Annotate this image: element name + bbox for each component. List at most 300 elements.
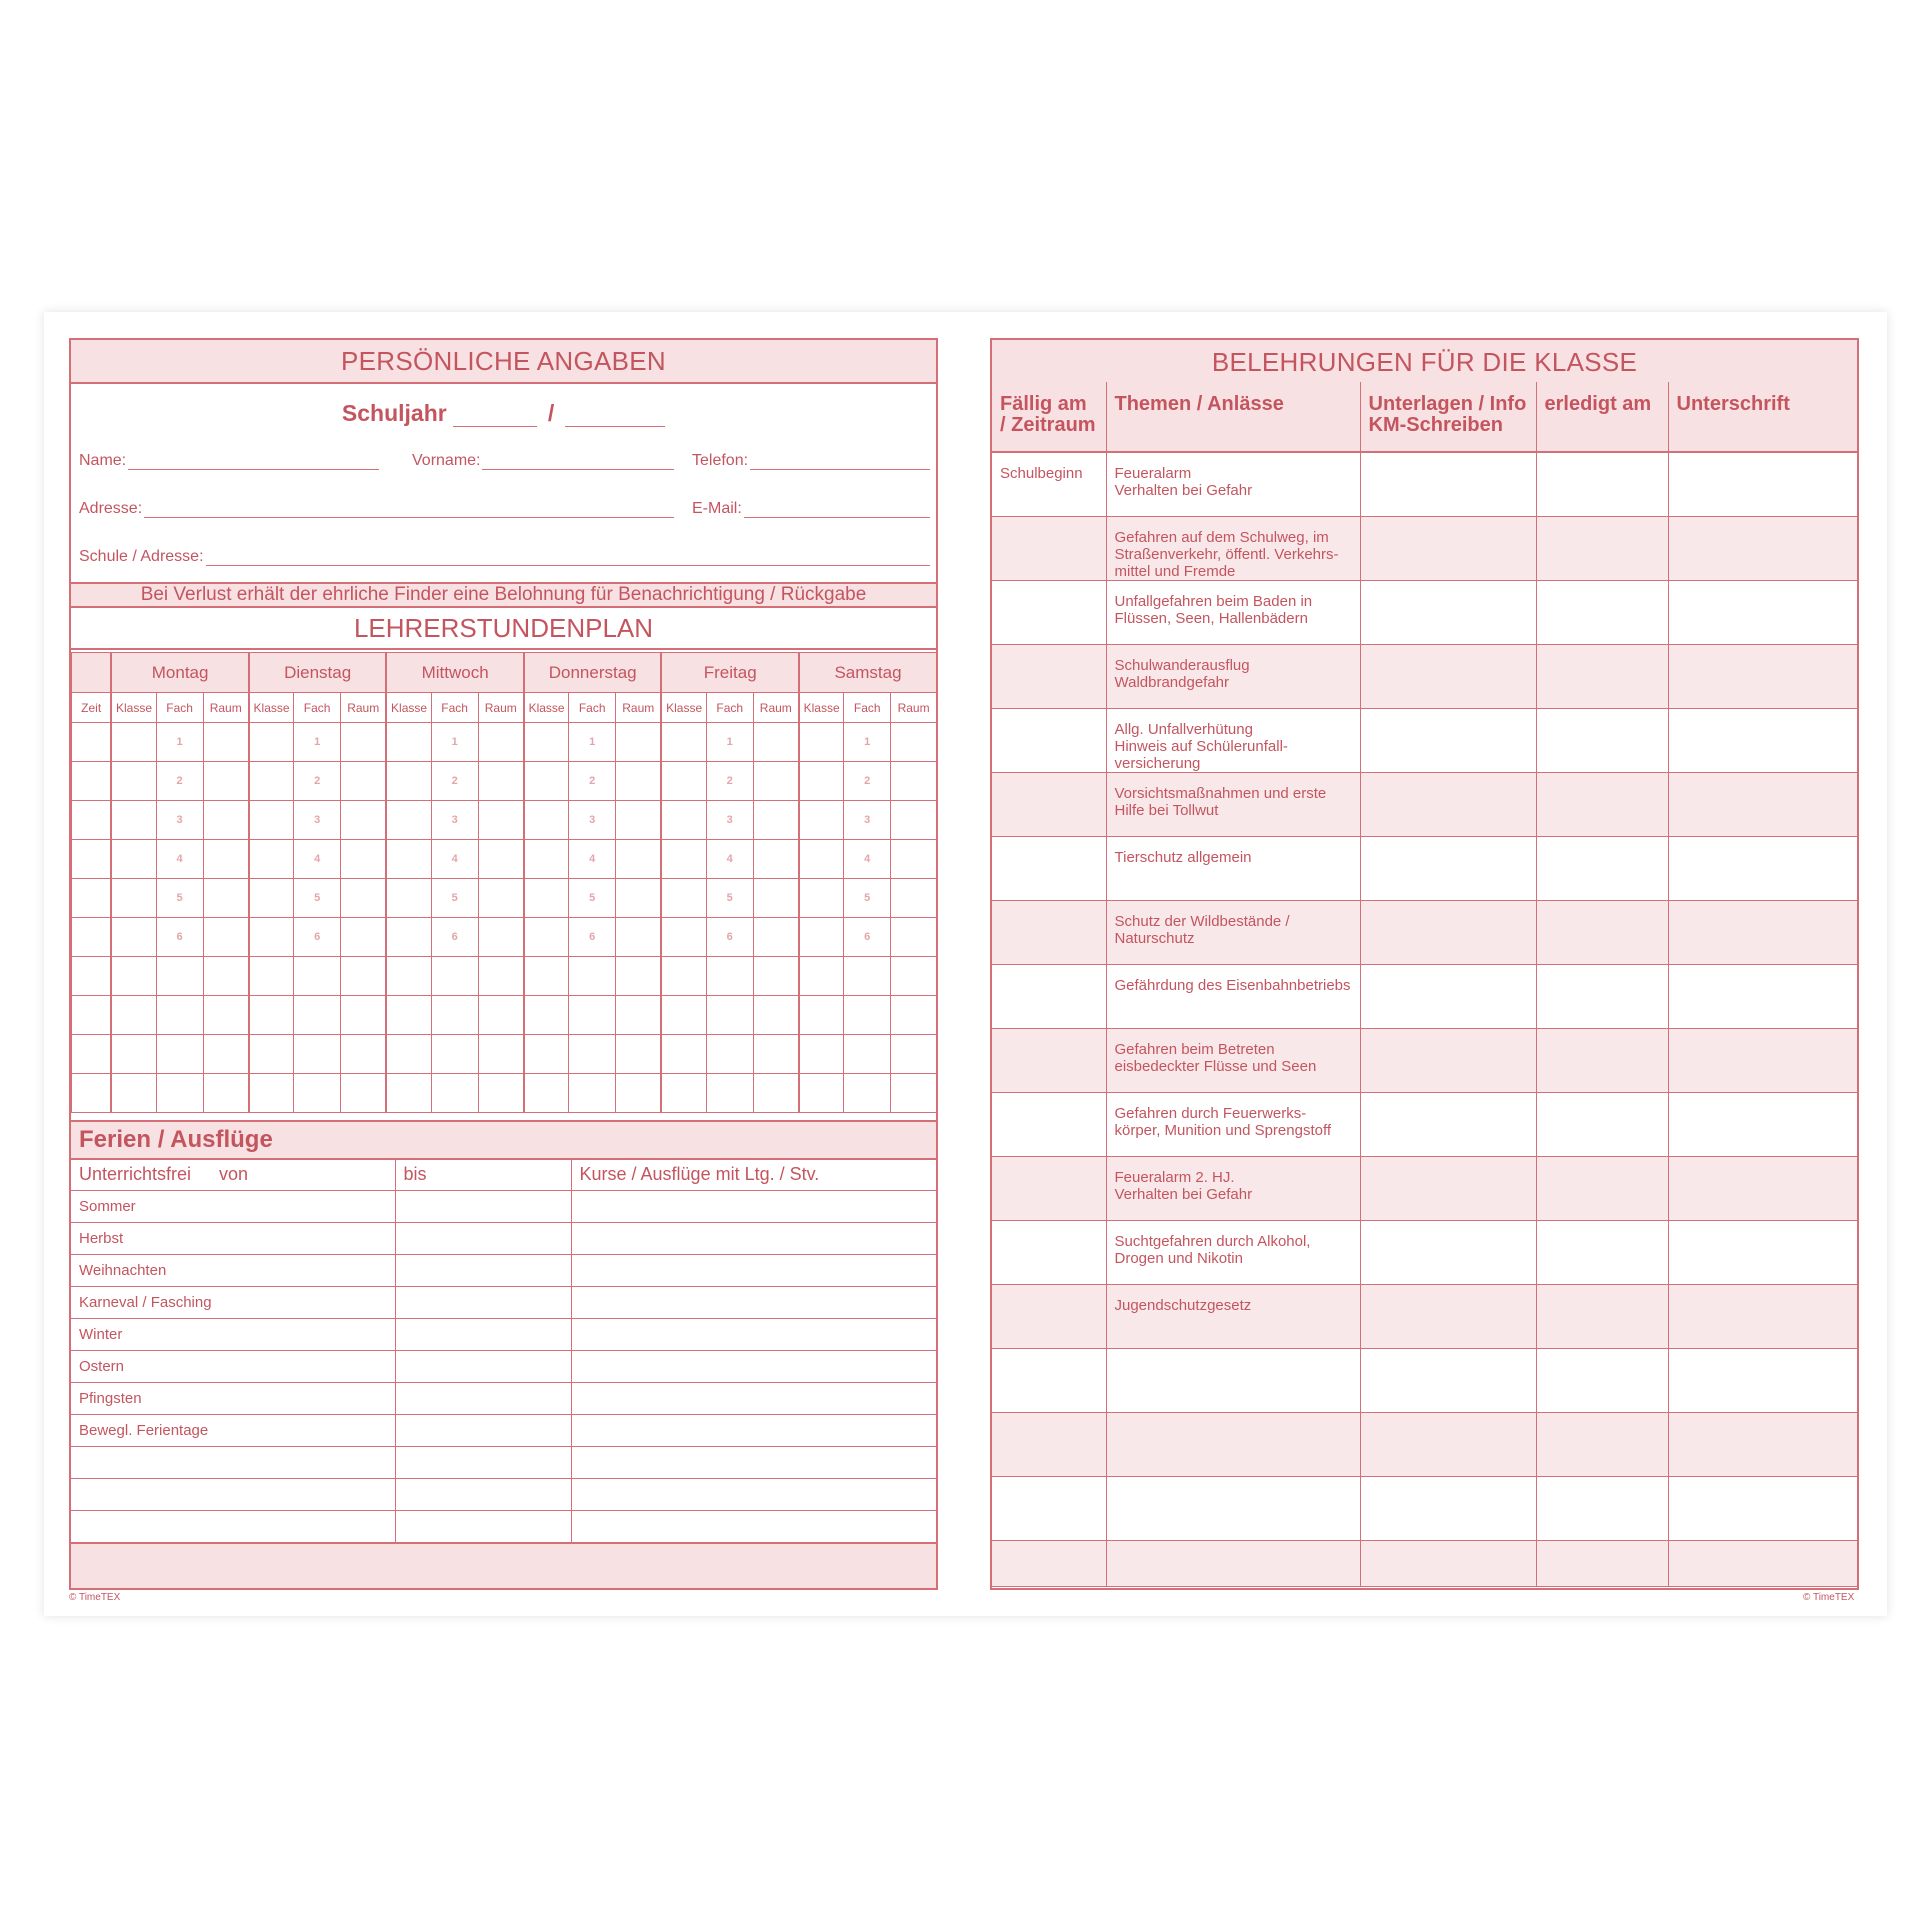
timetable-cell[interactable] — [249, 957, 294, 996]
ferien-label[interactable]: Karneval / Fasching — [71, 1286, 395, 1318]
timetable-cell[interactable] — [753, 1035, 799, 1074]
timetable-cell[interactable] — [111, 1035, 156, 1074]
ferien-label[interactable]: Pfingsten — [71, 1382, 395, 1414]
unterschrift-cell[interactable] — [1668, 1412, 1857, 1476]
ferien-label[interactable] — [71, 1446, 395, 1478]
period-number-cell[interactable]: 5 — [706, 879, 753, 918]
faellig-cell[interactable] — [992, 580, 1106, 644]
erledigt-cell[interactable] — [1536, 836, 1668, 900]
timetable-cell[interactable] — [661, 801, 706, 840]
ferien-bis-cell[interactable] — [395, 1414, 571, 1446]
timetable-cell[interactable] — [341, 957, 387, 996]
period-number-cell[interactable]: 5 — [156, 879, 203, 918]
unterlagen-cell[interactable] — [1360, 1028, 1536, 1092]
timetable-cell[interactable] — [799, 1074, 844, 1113]
timetable-cell[interactable] — [753, 1074, 799, 1113]
zeit-cell[interactable] — [72, 801, 112, 840]
unterlagen-cell[interactable] — [1360, 900, 1536, 964]
timetable-cell[interactable] — [156, 1035, 203, 1074]
timetable-cell[interactable] — [891, 996, 937, 1035]
erledigt-cell[interactable] — [1536, 1348, 1668, 1412]
period-number-cell[interactable]: 1 — [706, 723, 753, 762]
timetable-cell[interactable] — [431, 1035, 478, 1074]
faellig-cell[interactable] — [992, 1092, 1106, 1156]
period-number-cell[interactable]: 3 — [431, 801, 478, 840]
timetable-cell[interactable] — [569, 1074, 616, 1113]
timetable-cell[interactable] — [891, 762, 937, 801]
timetable-cell[interactable] — [156, 1074, 203, 1113]
timetable-cell[interactable] — [799, 879, 844, 918]
faellig-cell[interactable] — [992, 1156, 1106, 1220]
timetable-cell[interactable] — [111, 1074, 156, 1113]
period-number-cell[interactable]: 6 — [431, 918, 478, 957]
ferien-label[interactable]: Ostern — [71, 1350, 395, 1382]
faellig-cell[interactable] — [992, 772, 1106, 836]
timetable-cell[interactable] — [341, 723, 387, 762]
faellig-cell[interactable] — [992, 1412, 1106, 1476]
timetable-cell[interactable] — [753, 879, 799, 918]
unterschrift-cell[interactable] — [1668, 452, 1857, 516]
period-number-cell[interactable]: 2 — [844, 762, 891, 801]
zeit-cell[interactable] — [72, 1074, 112, 1113]
timetable-cell[interactable] — [706, 957, 753, 996]
timetable-cell[interactable] — [799, 1035, 844, 1074]
ferien-bis-cell[interactable] — [395, 1350, 571, 1382]
timetable-cell[interactable] — [111, 879, 156, 918]
timetable-cell[interactable] — [203, 801, 249, 840]
timetable-cell[interactable] — [524, 723, 569, 762]
schuljahr-end-field[interactable] — [565, 407, 665, 427]
unterlagen-cell[interactable] — [1360, 964, 1536, 1028]
period-number-cell[interactable]: 5 — [431, 879, 478, 918]
timetable-cell[interactable] — [203, 957, 249, 996]
timetable-cell[interactable] — [203, 1035, 249, 1074]
period-number-cell[interactable]: 5 — [844, 879, 891, 918]
erledigt-cell[interactable] — [1536, 772, 1668, 836]
erledigt-cell[interactable] — [1536, 708, 1668, 772]
timetable-cell[interactable] — [111, 762, 156, 801]
timetable-cell[interactable] — [891, 723, 937, 762]
telefon-field[interactable] — [692, 452, 930, 470]
timetable-cell[interactable] — [341, 762, 387, 801]
period-number-cell[interactable]: 2 — [294, 762, 341, 801]
timetable-cell[interactable] — [478, 918, 524, 957]
timetable-cell[interactable] — [753, 762, 799, 801]
period-number-cell[interactable]: 1 — [294, 723, 341, 762]
timetable-cell[interactable] — [341, 840, 387, 879]
unterlagen-cell[interactable] — [1360, 1092, 1536, 1156]
timetable-cell[interactable] — [891, 918, 937, 957]
timetable-cell[interactable] — [569, 957, 616, 996]
faellig-cell[interactable] — [992, 644, 1106, 708]
erledigt-cell[interactable] — [1536, 1476, 1668, 1540]
timetable-cell[interactable] — [569, 1035, 616, 1074]
timetable-cell[interactable] — [386, 840, 431, 879]
ferien-kurse-cell[interactable] — [571, 1286, 936, 1318]
timetable-cell[interactable] — [341, 996, 387, 1035]
timetable-cell[interactable] — [524, 879, 569, 918]
timetable-cell[interactable] — [249, 762, 294, 801]
timetable-cell[interactable] — [844, 957, 891, 996]
timetable-cell[interactable] — [294, 1074, 341, 1113]
period-number-cell[interactable]: 6 — [706, 918, 753, 957]
period-number-cell[interactable]: 5 — [294, 879, 341, 918]
unterlagen-cell[interactable] — [1360, 708, 1536, 772]
timetable-cell[interactable] — [294, 957, 341, 996]
timetable-cell[interactable] — [478, 840, 524, 879]
ferien-kurse-cell[interactable] — [571, 1382, 936, 1414]
erledigt-cell[interactable] — [1536, 1092, 1668, 1156]
period-number-cell[interactable]: 4 — [431, 840, 478, 879]
timetable-cell[interactable] — [661, 1035, 706, 1074]
ferien-label[interactable]: Herbst — [71, 1222, 395, 1254]
zeit-cell[interactable] — [72, 879, 112, 918]
ferien-bis-cell[interactable] — [395, 1382, 571, 1414]
timetable-cell[interactable] — [616, 1035, 662, 1074]
timetable-cell[interactable] — [478, 762, 524, 801]
timetable-cell[interactable] — [431, 996, 478, 1035]
faellig-cell[interactable] — [992, 708, 1106, 772]
faellig-cell[interactable] — [992, 1220, 1106, 1284]
erledigt-cell[interactable] — [1536, 900, 1668, 964]
period-number-cell[interactable]: 3 — [706, 801, 753, 840]
timetable-cell[interactable] — [753, 957, 799, 996]
faellig-cell[interactable] — [992, 964, 1106, 1028]
timetable-cell[interactable] — [661, 996, 706, 1035]
unterlagen-cell[interactable] — [1360, 452, 1536, 516]
timetable-cell[interactable] — [524, 996, 569, 1035]
unterschrift-cell[interactable] — [1668, 964, 1857, 1028]
timetable-cell[interactable] — [661, 957, 706, 996]
timetable-cell[interactable] — [294, 1035, 341, 1074]
erledigt-cell[interactable] — [1536, 1028, 1668, 1092]
ferien-bis-cell[interactable] — [395, 1190, 571, 1222]
timetable-cell[interactable] — [661, 918, 706, 957]
unterschrift-cell[interactable] — [1668, 1284, 1857, 1348]
erledigt-cell[interactable] — [1536, 644, 1668, 708]
timetable-cell[interactable] — [341, 879, 387, 918]
timetable-cell[interactable] — [111, 840, 156, 879]
unterlagen-cell[interactable] — [1360, 1348, 1536, 1412]
period-number-cell[interactable]: 4 — [706, 840, 753, 879]
ferien-kurse-cell[interactable] — [571, 1318, 936, 1350]
timetable-cell[interactable] — [249, 879, 294, 918]
timetable-cell[interactable] — [386, 801, 431, 840]
timetable-cell[interactable] — [111, 918, 156, 957]
erledigt-cell[interactable] — [1536, 1156, 1668, 1220]
unterschrift-cell[interactable] — [1668, 836, 1857, 900]
faellig-cell[interactable] — [992, 1540, 1106, 1586]
ferien-kurse-cell[interactable] — [571, 1478, 936, 1510]
faellig-cell[interactable] — [992, 516, 1106, 580]
timetable-cell[interactable] — [799, 762, 844, 801]
timetable-cell[interactable] — [844, 1035, 891, 1074]
unterschrift-cell[interactable] — [1668, 1220, 1857, 1284]
zeit-cell[interactable] — [72, 918, 112, 957]
ferien-label[interactable]: Bewegl. Ferientage — [71, 1414, 395, 1446]
timetable-cell[interactable] — [891, 840, 937, 879]
ferien-kurse-cell[interactable] — [571, 1254, 936, 1286]
timetable-cell[interactable] — [753, 918, 799, 957]
period-number-cell[interactable]: 2 — [569, 762, 616, 801]
timetable-cell[interactable] — [156, 996, 203, 1035]
timetable-cell[interactable] — [386, 918, 431, 957]
period-number-cell[interactable]: 6 — [569, 918, 616, 957]
timetable-cell[interactable] — [431, 1074, 478, 1113]
ferien-label[interactable] — [71, 1478, 395, 1510]
unterschrift-cell[interactable] — [1668, 1028, 1857, 1092]
timetable-cell[interactable] — [891, 1035, 937, 1074]
ferien-kurse-cell[interactable] — [571, 1414, 936, 1446]
timetable-cell[interactable] — [616, 1074, 662, 1113]
unterlagen-cell[interactable] — [1360, 516, 1536, 580]
unterschrift-cell[interactable] — [1668, 580, 1857, 644]
timetable-cell[interactable] — [203, 918, 249, 957]
schuljahr-start-field[interactable] — [453, 407, 537, 427]
timetable-cell[interactable] — [891, 879, 937, 918]
period-number-cell[interactable]: 4 — [569, 840, 616, 879]
timetable-cell[interactable] — [616, 762, 662, 801]
timetable-cell[interactable] — [249, 1035, 294, 1074]
erledigt-cell[interactable] — [1536, 1284, 1668, 1348]
timetable-cell[interactable] — [706, 996, 753, 1035]
timetable-cell[interactable] — [799, 801, 844, 840]
timetable-cell[interactable] — [249, 918, 294, 957]
faellig-cell[interactable]: Schulbeginn — [992, 452, 1106, 516]
timetable-cell[interactable] — [203, 762, 249, 801]
zeit-cell[interactable] — [72, 762, 112, 801]
ferien-label[interactable]: Weihnachten — [71, 1254, 395, 1286]
timetable-cell[interactable] — [386, 957, 431, 996]
ferien-kurse-cell[interactable] — [571, 1510, 936, 1542]
timetable-cell[interactable] — [294, 996, 341, 1035]
unterschrift-cell[interactable] — [1668, 1348, 1857, 1412]
ferien-bis-cell[interactable] — [395, 1318, 571, 1350]
email-field[interactable] — [692, 500, 930, 518]
unterlagen-cell[interactable] — [1360, 1284, 1536, 1348]
timetable-cell[interactable] — [203, 840, 249, 879]
timetable-cell[interactable] — [431, 957, 478, 996]
timetable-cell[interactable] — [478, 957, 524, 996]
faellig-cell[interactable] — [992, 1284, 1106, 1348]
timetable-cell[interactable] — [341, 1074, 387, 1113]
timetable-cell[interactable] — [386, 1074, 431, 1113]
timetable-cell[interactable] — [203, 996, 249, 1035]
unterschrift-cell[interactable] — [1668, 644, 1857, 708]
unterlagen-cell[interactable] — [1360, 580, 1536, 644]
faellig-cell[interactable] — [992, 1028, 1106, 1092]
timetable-cell[interactable] — [616, 957, 662, 996]
unterlagen-cell[interactable] — [1360, 1540, 1536, 1586]
timetable-cell[interactable] — [844, 1074, 891, 1113]
timetable-cell[interactable] — [524, 918, 569, 957]
unterschrift-cell[interactable] — [1668, 516, 1857, 580]
unterschrift-cell[interactable] — [1668, 900, 1857, 964]
timetable-cell[interactable] — [386, 996, 431, 1035]
erledigt-cell[interactable] — [1536, 516, 1668, 580]
timetable-cell[interactable] — [249, 996, 294, 1035]
timetable-cell[interactable] — [524, 1074, 569, 1113]
ferien-label[interactable]: Winter — [71, 1318, 395, 1350]
unterschrift-cell[interactable] — [1668, 1092, 1857, 1156]
period-number-cell[interactable]: 3 — [156, 801, 203, 840]
ferien-bis-cell[interactable] — [395, 1286, 571, 1318]
timetable-cell[interactable] — [706, 1035, 753, 1074]
timetable-cell[interactable] — [753, 996, 799, 1035]
unterlagen-cell[interactable] — [1360, 836, 1536, 900]
timetable-cell[interactable] — [111, 996, 156, 1035]
erledigt-cell[interactable] — [1536, 452, 1668, 516]
ferien-bis-cell[interactable] — [395, 1446, 571, 1478]
timetable-cell[interactable] — [524, 957, 569, 996]
period-number-cell[interactable]: 1 — [431, 723, 478, 762]
timetable-cell[interactable] — [478, 723, 524, 762]
timetable-cell[interactable] — [386, 1035, 431, 1074]
timetable-cell[interactable] — [478, 996, 524, 1035]
period-number-cell[interactable]: 3 — [294, 801, 341, 840]
timetable-cell[interactable] — [661, 840, 706, 879]
timetable-cell[interactable] — [111, 957, 156, 996]
timetable-cell[interactable] — [844, 996, 891, 1035]
timetable-cell[interactable] — [661, 879, 706, 918]
ferien-bis-cell[interactable] — [395, 1510, 571, 1542]
timetable-cell[interactable] — [753, 801, 799, 840]
unterlagen-cell[interactable] — [1360, 1476, 1536, 1540]
erledigt-cell[interactable] — [1536, 580, 1668, 644]
unterlagen-cell[interactable] — [1360, 1412, 1536, 1476]
timetable-cell[interactable] — [341, 918, 387, 957]
timetable-cell[interactable] — [569, 996, 616, 1035]
timetable-cell[interactable] — [478, 879, 524, 918]
timetable-cell[interactable] — [753, 723, 799, 762]
zeit-cell[interactable] — [72, 723, 112, 762]
timetable-cell[interactable] — [249, 801, 294, 840]
timetable-cell[interactable] — [524, 801, 569, 840]
timetable-cell[interactable] — [753, 840, 799, 879]
unterlagen-cell[interactable] — [1360, 772, 1536, 836]
zeit-cell[interactable] — [72, 1035, 112, 1074]
faellig-cell[interactable] — [992, 836, 1106, 900]
ferien-kurse-cell[interactable] — [571, 1222, 936, 1254]
timetable-cell[interactable] — [524, 840, 569, 879]
period-number-cell[interactable]: 3 — [844, 801, 891, 840]
ferien-label[interactable] — [71, 1510, 395, 1542]
timetable-cell[interactable] — [203, 1074, 249, 1113]
ferien-bis-cell[interactable] — [395, 1254, 571, 1286]
period-number-cell[interactable]: 5 — [569, 879, 616, 918]
timetable-cell[interactable] — [891, 801, 937, 840]
timetable-cell[interactable] — [891, 1074, 937, 1113]
period-number-cell[interactable]: 4 — [156, 840, 203, 879]
timetable-cell[interactable] — [111, 801, 156, 840]
timetable-cell[interactable] — [249, 840, 294, 879]
ferien-kurse-cell[interactable] — [571, 1190, 936, 1222]
timetable-cell[interactable] — [249, 723, 294, 762]
timetable-cell[interactable] — [478, 1035, 524, 1074]
timetable-cell[interactable] — [386, 879, 431, 918]
period-number-cell[interactable]: 4 — [844, 840, 891, 879]
timetable-cell[interactable] — [524, 1035, 569, 1074]
period-number-cell[interactable]: 1 — [844, 723, 891, 762]
timetable-cell[interactable] — [341, 801, 387, 840]
timetable-cell[interactable] — [799, 723, 844, 762]
period-number-cell[interactable]: 1 — [156, 723, 203, 762]
faellig-cell[interactable] — [992, 900, 1106, 964]
timetable-cell[interactable] — [616, 723, 662, 762]
timetable-cell[interactable] — [661, 762, 706, 801]
faellig-cell[interactable] — [992, 1348, 1106, 1412]
timetable-cell[interactable] — [156, 957, 203, 996]
erledigt-cell[interactable] — [1536, 1540, 1668, 1586]
ferien-label[interactable]: Sommer — [71, 1190, 395, 1222]
schule-adresse-field[interactable] — [79, 548, 930, 566]
timetable-cell[interactable] — [203, 879, 249, 918]
unterlagen-cell[interactable] — [1360, 1156, 1536, 1220]
ferien-bis-cell[interactable] — [395, 1478, 571, 1510]
unterschrift-cell[interactable] — [1668, 1540, 1857, 1586]
ferien-kurse-cell[interactable] — [571, 1350, 936, 1382]
adresse-field[interactable] — [79, 500, 674, 518]
vorname-field[interactable] — [412, 452, 674, 470]
period-number-cell[interactable]: 4 — [294, 840, 341, 879]
timetable-cell[interactable] — [661, 723, 706, 762]
unterschrift-cell[interactable] — [1668, 1156, 1857, 1220]
faellig-cell[interactable] — [992, 1476, 1106, 1540]
period-number-cell[interactable]: 1 — [569, 723, 616, 762]
timetable-cell[interactable] — [891, 957, 937, 996]
erledigt-cell[interactable] — [1536, 964, 1668, 1028]
timetable-cell[interactable] — [799, 957, 844, 996]
period-number-cell[interactable]: 6 — [844, 918, 891, 957]
timetable-cell[interactable] — [386, 762, 431, 801]
timetable-cell[interactable] — [386, 723, 431, 762]
erledigt-cell[interactable] — [1536, 1412, 1668, 1476]
timetable-cell[interactable] — [706, 1074, 753, 1113]
ferien-kurse-cell[interactable] — [571, 1446, 936, 1478]
timetable-cell[interactable] — [799, 996, 844, 1035]
timetable-cell[interactable] — [616, 918, 662, 957]
erledigt-cell[interactable] — [1536, 1220, 1668, 1284]
zeit-cell[interactable] — [72, 996, 112, 1035]
timetable-cell[interactable] — [616, 801, 662, 840]
timetable-cell[interactable] — [524, 762, 569, 801]
timetable-cell[interactable] — [249, 1074, 294, 1113]
zeit-cell[interactable] — [72, 840, 112, 879]
timetable-cell[interactable] — [111, 723, 156, 762]
timetable-cell[interactable] — [616, 996, 662, 1035]
period-number-cell[interactable]: 3 — [569, 801, 616, 840]
period-number-cell[interactable]: 6 — [294, 918, 341, 957]
timetable-cell[interactable] — [661, 1074, 706, 1113]
period-number-cell[interactable]: 2 — [431, 762, 478, 801]
timetable-cell[interactable] — [203, 723, 249, 762]
ferien-bis-cell[interactable] — [395, 1222, 571, 1254]
timetable-cell[interactable] — [478, 801, 524, 840]
timetable-cell[interactable] — [616, 840, 662, 879]
timetable-cell[interactable] — [478, 1074, 524, 1113]
timetable-cell[interactable] — [799, 918, 844, 957]
unterlagen-cell[interactable] — [1360, 1220, 1536, 1284]
period-number-cell[interactable]: 2 — [706, 762, 753, 801]
unterlagen-cell[interactable] — [1360, 644, 1536, 708]
zeit-cell[interactable] — [72, 957, 112, 996]
unterschrift-cell[interactable] — [1668, 708, 1857, 772]
period-number-cell[interactable]: 6 — [156, 918, 203, 957]
unterschrift-cell[interactable] — [1668, 772, 1857, 836]
period-number-cell[interactable]: 2 — [156, 762, 203, 801]
timetable-cell[interactable] — [341, 1035, 387, 1074]
timetable-cell[interactable] — [616, 879, 662, 918]
